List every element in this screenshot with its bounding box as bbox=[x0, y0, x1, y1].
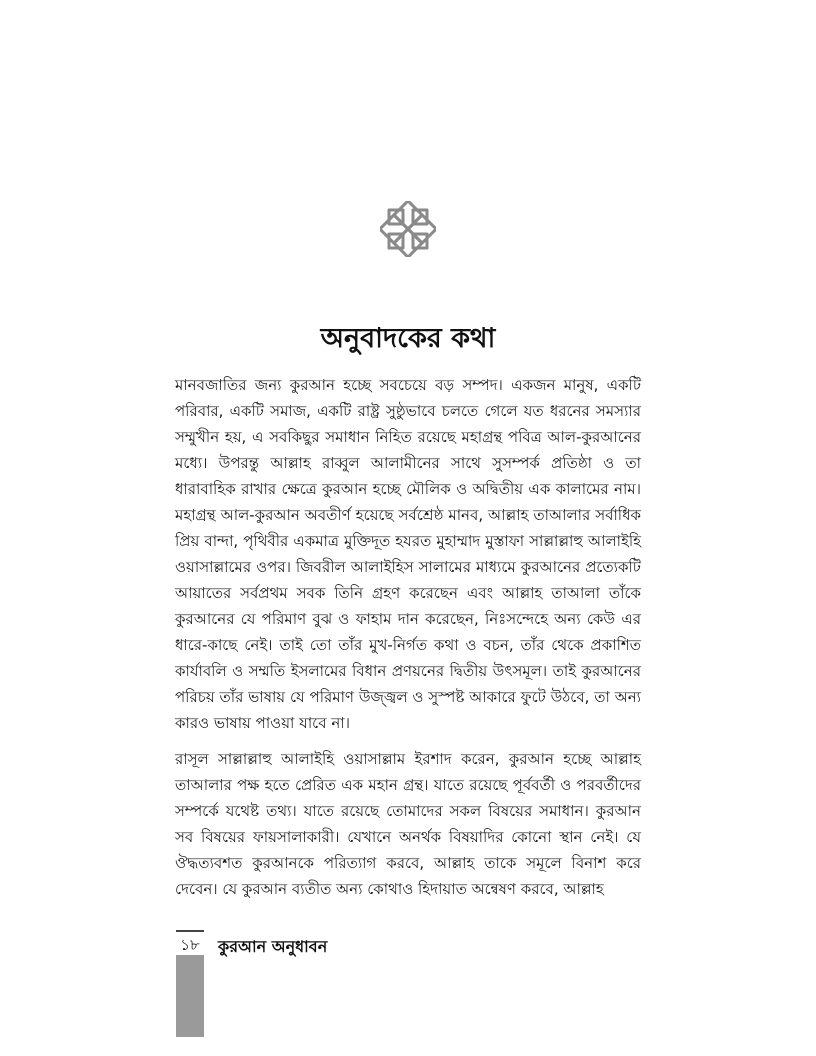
paragraph: মানবজাতির জন্য কুরআন হচ্ছে সবচেয়ে বড় সম্পদ। একজন মানুষ, একটি পরিবার, একটি সমাজ, একটি রাষ্ট্র সুষ্ঠুভাবে চলতে গেলে যত ধরনের সমস্যার সম্মুখীন হয়, এ সবকিছুর সমাধান নিহিত রয়েছে মহাগ্রন্থ পবিত্র আল-কুরআনের মধ্যে। উপরন্তু আল্লাহ রাব্বুল আলামীনের সাথে সুসম্পর্ক প্রতিষ্ঠা ও তা ধারাবাহিক রাখার ক্ষেত্রে কুরআন হচ্ছে মৌলিক ও অদ্বিতীয় এক কালামের নাম। মহাগ্রন্থ আল-কুরআন অবতীর্ণ হয়েছে সর্বশ্রেষ্ঠ মানব, আল্লাহ তাআলার সর্বাধিক প্রিয় বান্দা, পৃথিবীর একমাত্র মুক্তিদূত হযরত মুহাম্মাদ মুস্তাফা সাল্লাল্লাহু আলাইহি ওয়াসাল্লামের ওপর। জিবরীল আলাইহিস সালামের মাধ্যমে কুরআনের প্রত্যেকটি আয়াতের সর্বপ্রথম সবক তিনি গ্রহণ করেছেন এবং আল্লাহ তাআলা তাঁকে কুরআনের যে পরিমাণ বুঝ ও ফাহাম দান করেছেন, নিঃসন্দেহে অন্য কেউ এর ধারে-কাছে নেই। তাই তো তাঁর মুখ-নির্গত কথা ও বচন, তাঁর থেকে প্রকাশিত কার্যাবলি ও সম্মতি ইসলামের বিধান প্রণয়নের দ্বিতীয় উৎসমূল। তাই কুরআনের পরিচয় তাঁর ভাষায় যে পরিমাণ উজ্জ্বল ও সুস্পষ্ট আকারে ফুটে উঠবে, তা অন্য কারও ভাষায় পাওয়া যাবে না। bbox=[175, 376, 641, 732]
octagram-knot-icon bbox=[380, 201, 436, 257]
page-title: অনুবাদকের কথা bbox=[320, 323, 496, 354]
body-text bbox=[175, 372, 641, 902]
running-title: কুরআন অনুধাবন bbox=[218, 937, 328, 956]
footer-rule bbox=[176, 930, 204, 932]
paragraph: রাসূল সাল্লাল্লাহু আলাইহি ওয়াসাল্লাম ইরশাদ করেন, কুরআন হচ্ছে আল্লাহ তাআলার পক্ষ হতে প্রেরিত এক মহান গ্রন্থ। যাতে রয়েছে পূর্ববর্তী ও পরবর্তীদের সম্পর্কে যথেষ্ট তথ্য। যাতে রয়েছে তোমাদের সকল বিষয়ের সমাধান। কুরআন সব বিষয়ের ফায়সালাকারী। যেখানে অনর্থক বিষয়াদির কোনো স্থান নেই। যে ঔদ্ধত্যবশত কুরআনকে পরিত্যাগ করবে, আল্লাহ তাকে সমূলে বিনাশ করে দেবেন। যে কুরআন ব্যতীত অন্য কোথাও হিদায়াত অন্বেষণ করবে, আল্লাহ bbox=[175, 750, 641, 898]
footer-bar bbox=[176, 955, 204, 1037]
page-number: ১৮ bbox=[180, 936, 200, 954]
